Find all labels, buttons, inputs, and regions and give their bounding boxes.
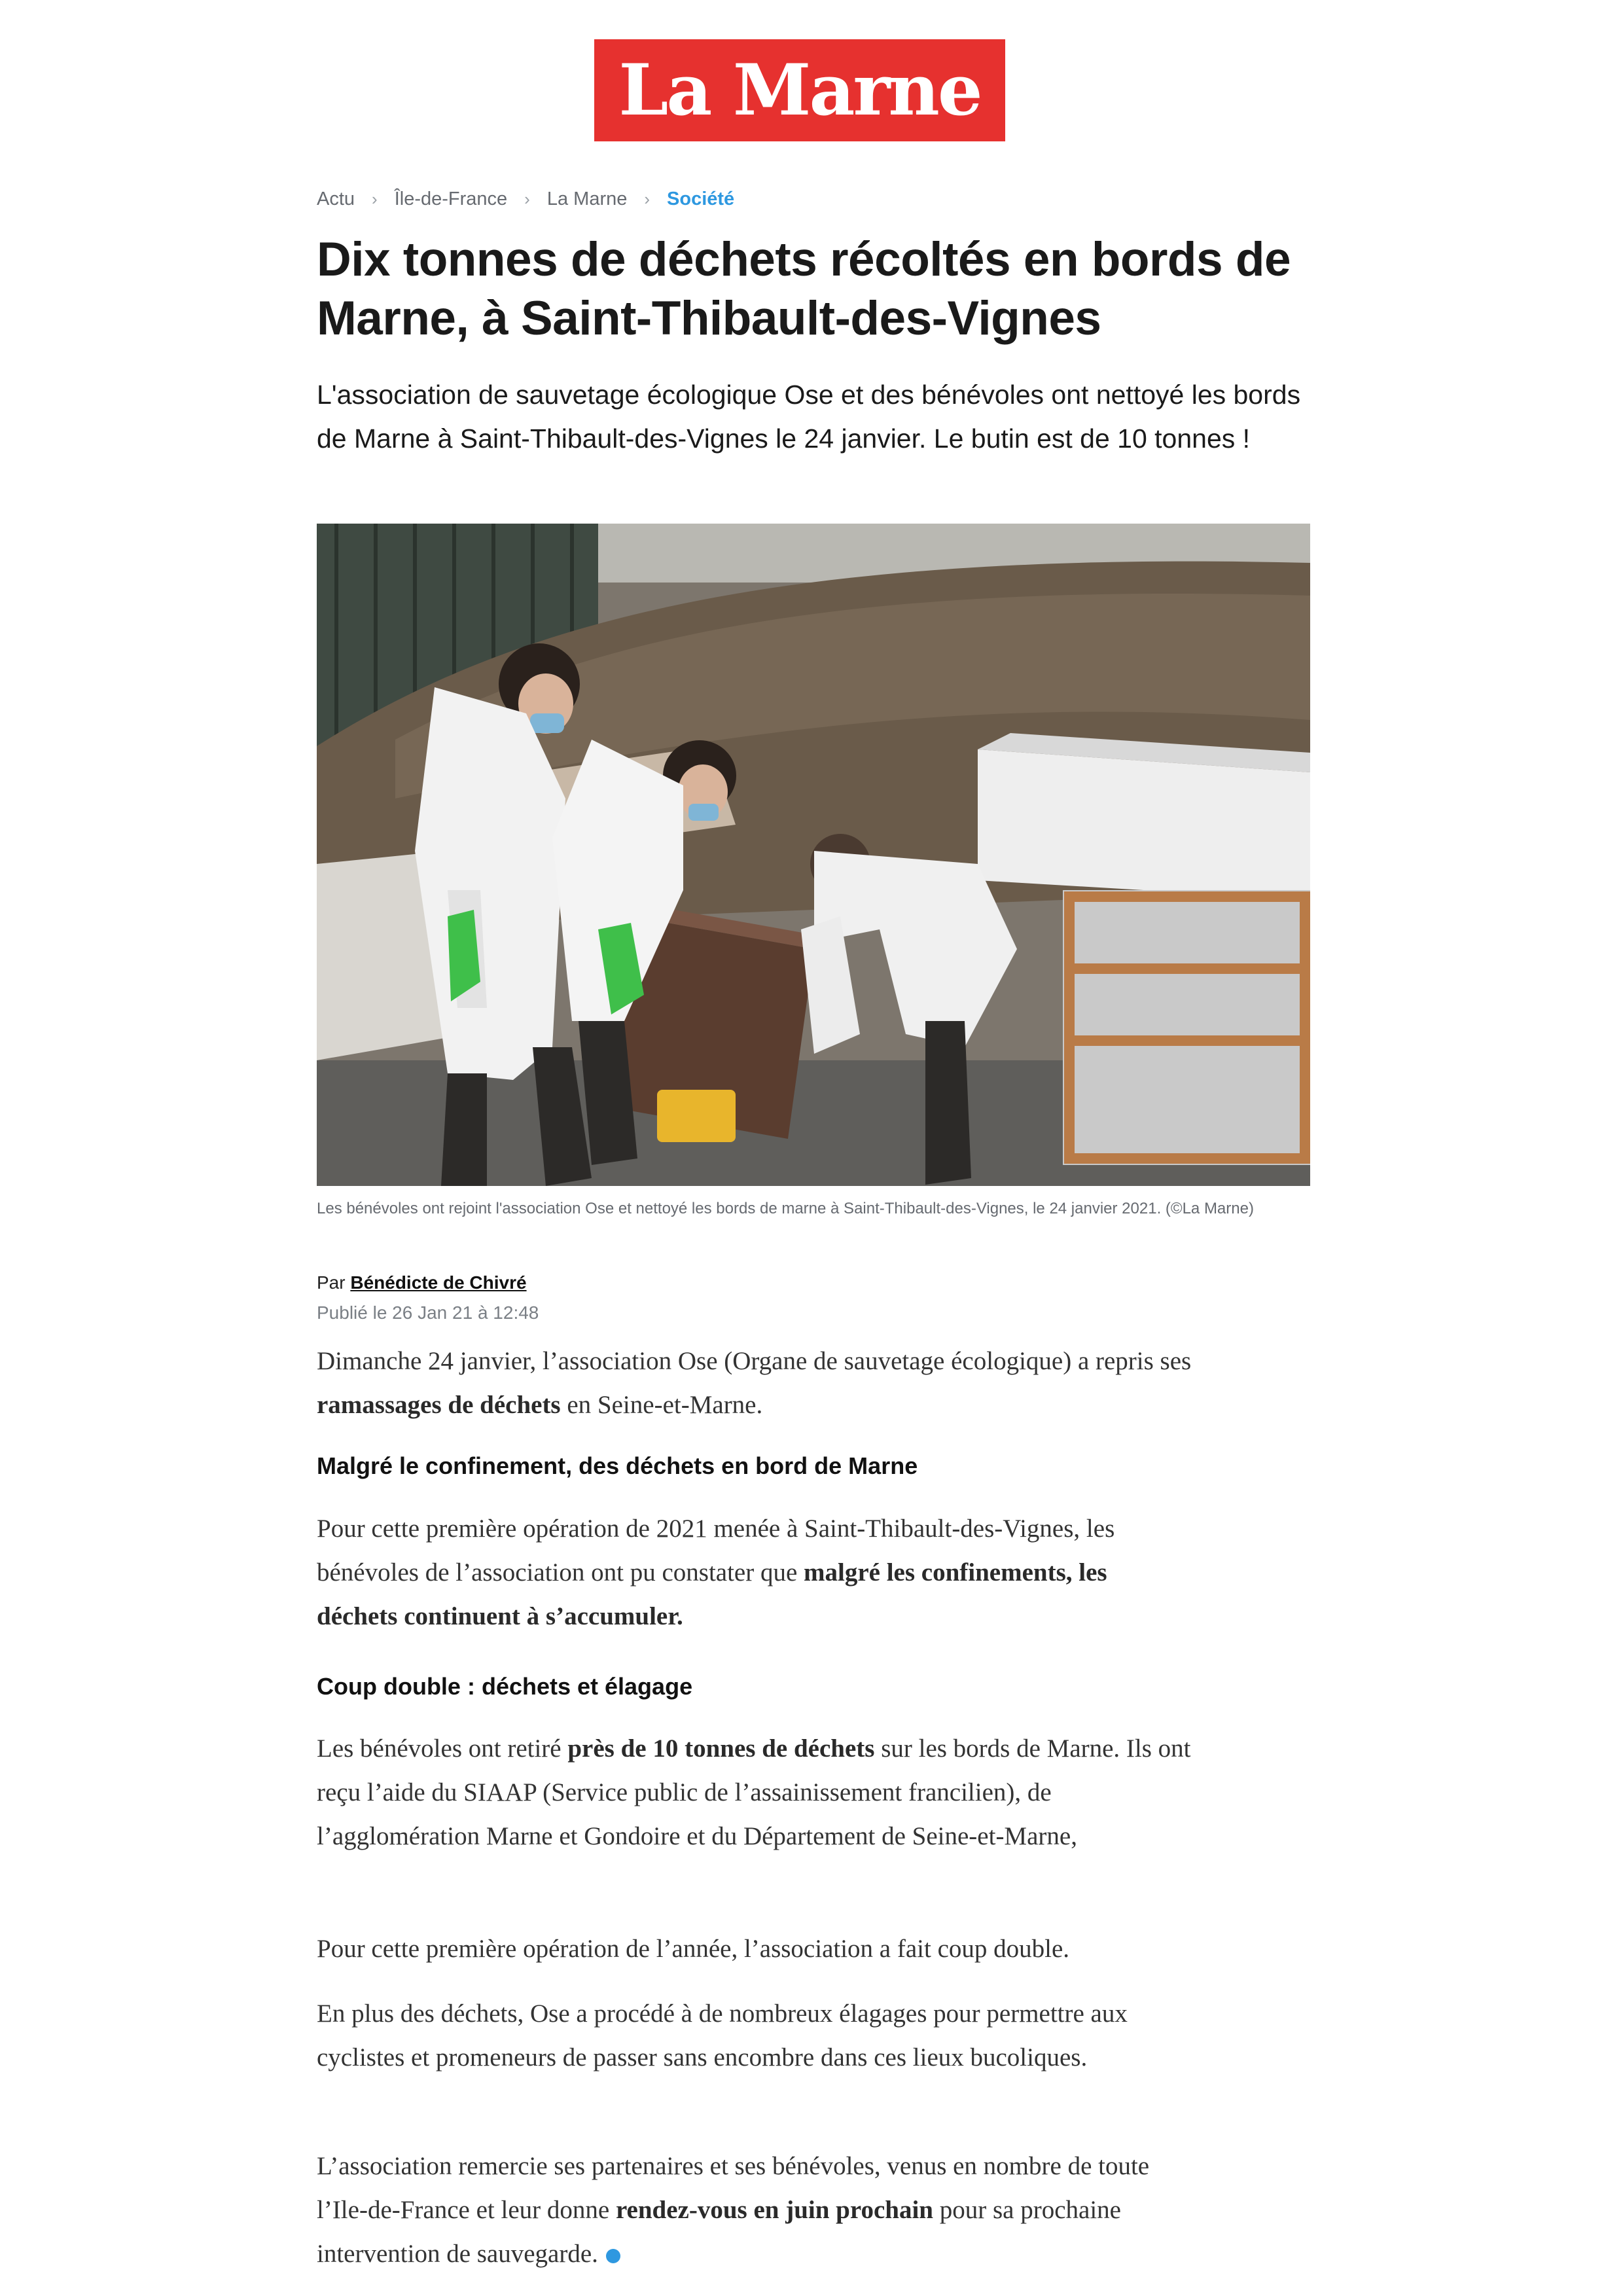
paragraph-5: En plus des déchets, Ose a procédé à de nombreux élagages pour permettre aux cyclistes et promeneurs de passer sans encombre dans ces lieux bucoliques.	[317, 2000, 1128, 2072]
end-of-article-dot-icon	[606, 2249, 620, 2263]
paragraph-3-bold: près de 10 tonnes de déchets	[567, 1734, 875, 1763]
paragraph-3	[317, 1727, 1194, 1858]
breadcrumb-item-societe[interactable]: Société	[667, 188, 735, 209]
paragraph-1-bold: ramassages de déchets	[317, 1391, 561, 1419]
chevron-right-icon: ›	[372, 188, 378, 209]
byline	[317, 1270, 1311, 1296]
paragraph-6-text-end: pour sa prochaine intervention de sauvegarde.	[317, 2196, 1121, 2268]
paragraph-4: Pour cette première opération de l’année, l’association a fait coup double.	[317, 1935, 1070, 1963]
breadcrumb-item-actu[interactable]: Actu	[317, 188, 355, 209]
paragraph-6	[317, 2144, 1194, 2276]
paragraph-2	[317, 1507, 1194, 1638]
chevron-right-icon: ›	[524, 188, 530, 209]
paragraph-2-text: Pour cette première opération de 2021 menée à Saint-Thibault-des-Vignes, les bénévoles de l’association ont pu constater que	[317, 1515, 1115, 1587]
subheading-coup-double: Coup double : déchets et élagage	[317, 1673, 693, 1700]
paragraph-6-text: L’association remercie ses partenaires et ses bénévoles, venus en nombre de toute l’Ile-de-France et leur donne	[317, 2152, 1150, 2224]
article-photo	[317, 524, 1310, 1186]
paragraph-2-bold: malgré les confinements, les déchets continuent à s’accumuler.	[317, 1558, 1107, 1630]
paragraph-3-text: Les bénévoles ont retiré	[317, 1734, 568, 1763]
breadcrumb-item-ile-de-france[interactable]: Île-de-France	[394, 188, 508, 209]
subheading-confinement: Malgré le confinement, des déchets en bord de Marne	[317, 1452, 918, 1479]
site-logo[interactable]	[594, 39, 1005, 141]
paragraph-1-text-end: en Seine-et-Marne.	[560, 1391, 763, 1419]
chevron-right-icon: ›	[644, 188, 651, 209]
author-link[interactable]: Bénédicte de Chivré	[350, 1272, 527, 1293]
article-standfirst: L'association de sauvetage écologique Ose et des bénévoles ont nettoyé les bords de Marne à Saint-Thibault-des-Vignes le 24 janvier. Le butin est de 10 tonnes !	[317, 380, 1301, 454]
paragraph-6-bold: rendez-vous en juin prochain	[615, 2196, 933, 2224]
logo-text: La Marne	[618, 49, 981, 132]
publish-date: Publié le 26 Jan 21 à 12:48	[317, 1302, 539, 1323]
breadcrumb	[317, 185, 1311, 213]
article-title: Dix tonnes de déchets récoltés en bords de Marne, à Saint-Thibault-des-Vignes	[317, 233, 1291, 345]
paragraph-1-text: Dimanche 24 janvier, l’association Ose (Organe de sauvetage écologique) a repris ses	[317, 1347, 1192, 1375]
photo-caption: Les bénévoles ont rejoint l'association Ose et nettoyé les bords de marne à Saint-Thibault-des-Vignes, le 24 janvier 2021. (©La Marne)	[317, 1200, 1254, 1217]
byline-prefix: Par	[317, 1272, 346, 1293]
breadcrumb-item-la-marne[interactable]: La Marne	[546, 188, 628, 209]
paragraph-3-text-end: sur les bords de Marne. Ils ont reçu l’aide du SIAAP (Service public de l’assainissement francilien), de l’agglomération Marne et Gondoire et du Département de Seine-et-Marne,	[317, 1734, 1191, 1850]
paragraph-1	[317, 1339, 1194, 1427]
